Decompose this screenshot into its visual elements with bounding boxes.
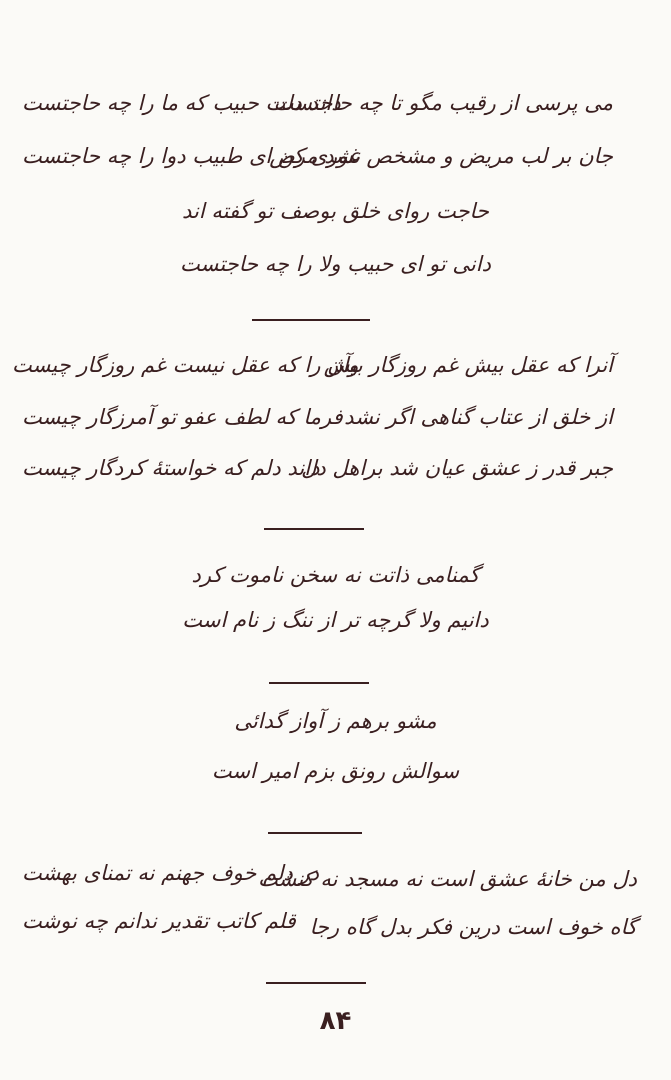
stanza2-couplet3-left: داند دلم که خواستهٔ کردگار چیست bbox=[22, 456, 320, 480]
stanza5-couplet1-left: در دلم خوف جهنم نه تمنای بهشت bbox=[22, 861, 319, 885]
stanza1-couplet1-left: داند دلت حبیب که ما را چه حاجتست bbox=[22, 91, 341, 115]
stanza4-line1: مشو برهم ز آواز گدائی bbox=[234, 709, 437, 733]
stanza1-center-line2: دانی تو ای حبیب ولا را چه حاجتست bbox=[180, 252, 491, 276]
stanza5-couplet2-right: گاه خوف است درین فکر بدل گاه رجا bbox=[309, 915, 637, 939]
stanza5-couplet2-left: قلم کاتب تقدیر ندانم چه نوشت bbox=[22, 909, 296, 933]
stanza2-couplet1-left: وآن را که عقل نیست غم روزگار چیست bbox=[12, 353, 359, 377]
stanza3-line1: گمنامی ذاتت نه سخن ناموت کرد bbox=[191, 563, 480, 587]
section-divider-2 bbox=[264, 528, 364, 530]
stanza2-couplet3-right: جبر قدر ز عشق عیان شد براهل دل bbox=[301, 456, 613, 480]
stanza1-couplet2-left: غوری کن ای طبیب دوا را چه حاجتست bbox=[22, 144, 359, 168]
stanza1-center-line1: حاجت روای خلق بوصف تو گفته اند bbox=[182, 199, 489, 223]
stanza2-couplet1-right: آنرا که عقل بیش غم روزگار بیش bbox=[323, 353, 613, 377]
stanza3-line2: دانیم ولا گرچه تر از ننگ ز نام است bbox=[182, 608, 489, 632]
section-divider-1 bbox=[252, 319, 370, 321]
page-number: ۸۴ bbox=[319, 1006, 352, 1036]
stanza4-line2: سوالش رونق بزم امیر است bbox=[211, 759, 460, 783]
stanza1-couplet1-right: می پرسی از رقیب مگو تا چه حاجتست bbox=[273, 91, 613, 115]
stanza5-couplet1-right: دل من خانهٔ عشق است نه مسجد نه کنشت bbox=[257, 867, 637, 891]
stanza2-couplet2-right: از خلق از عتاب گناهی اگر نشد bbox=[344, 405, 613, 429]
section-divider-4 bbox=[268, 832, 362, 834]
stanza2-couplet2-left: فرما که لطف عفو تو آمرزگار چیست bbox=[22, 405, 343, 429]
section-divider-3 bbox=[269, 682, 369, 684]
stanza1-couplet2-right: جان بر لب مریض و مشخص نشد مرض bbox=[269, 144, 613, 168]
section-divider-5 bbox=[266, 982, 366, 984]
